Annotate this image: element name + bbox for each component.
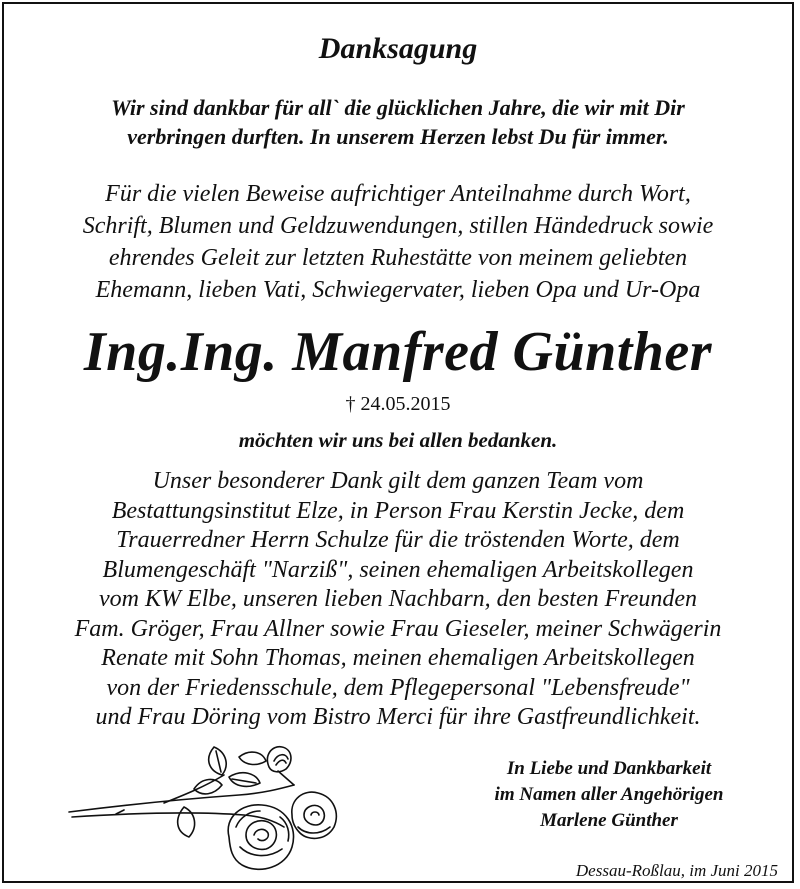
intro-text	[4, 93, 792, 151]
intro-line: Wir sind dankbar für all` die glücklichen Jahre, die wir mit Dir	[111, 95, 685, 120]
special-line: Trauerredner Herrn Schulze für die tröstenden Worte, dem	[116, 527, 680, 553]
special-line: Blumengeschäft "Narziß", seinen ehemaligen Arbeitskollegen	[102, 556, 694, 583]
thanks-line: Schrift, Blumen und Geldzuwendungen, stillen Händedruck sowie	[82, 213, 714, 239]
thanks-line: Für die vielen Beweise aufrichtiger Anteilnahme durch Wort,	[105, 181, 691, 207]
closing-line: möchten wir uns bei allen bedanken.	[238, 428, 558, 452]
thanks-text	[4, 178, 792, 306]
signoff-line: im Namen aller Angehörigen	[494, 784, 724, 805]
special-line: Unser besonderer Dank gilt dem ganzen Team vom	[152, 468, 644, 494]
notice-title: Danksagung	[318, 32, 478, 65]
special-line: vom KW Elbe, unseren lieben Nachbarn, den besten Freunden	[98, 586, 698, 612]
signoff-block	[424, 756, 794, 834]
thanks-line: ehrendes Geleit zur letzten Ruhestätte von meinem geliebten	[108, 245, 688, 271]
rose-icon	[64, 737, 364, 877]
intro-line: verbringen durften. In unserem Herzen lebst Du für immer.	[127, 124, 669, 149]
notice-border	[2, 2, 794, 883]
special-line: Fam. Gröger, Frau Allner sowie Frau Gieseler, meiner Schwägerin	[74, 615, 722, 642]
special-line: und Frau Döring vom Bistro Merci für ihre Gastfreundlichkeit.	[95, 704, 701, 730]
place-and-date: Dessau-Roßlau, im Juni 2015	[575, 861, 778, 880]
death-date: † 24.05.2015	[345, 393, 451, 415]
deceased-name: Ing.Ing. Manfred Günther	[83, 321, 713, 383]
special-line: Renate mit Sohn Thomas, meinen ehemaligen Arbeitskollegen	[101, 645, 695, 671]
special-line: Bestattungsinstitut Elze, in Person Frau Kerstin Jecke, dem	[111, 497, 685, 524]
special-thanks-text	[4, 467, 792, 733]
signoff-signature: Marlene Günther	[540, 810, 678, 831]
signoff-line: In Liebe und Dankbarkeit	[506, 758, 712, 779]
thanks-line: Ehemann, lieben Vati, Schwiegervater, lieben Opa und Ur-Opa	[95, 277, 701, 303]
special-line: von der Friedensschule, dem Pflegepersonal "Lebensfreude"	[106, 674, 690, 701]
